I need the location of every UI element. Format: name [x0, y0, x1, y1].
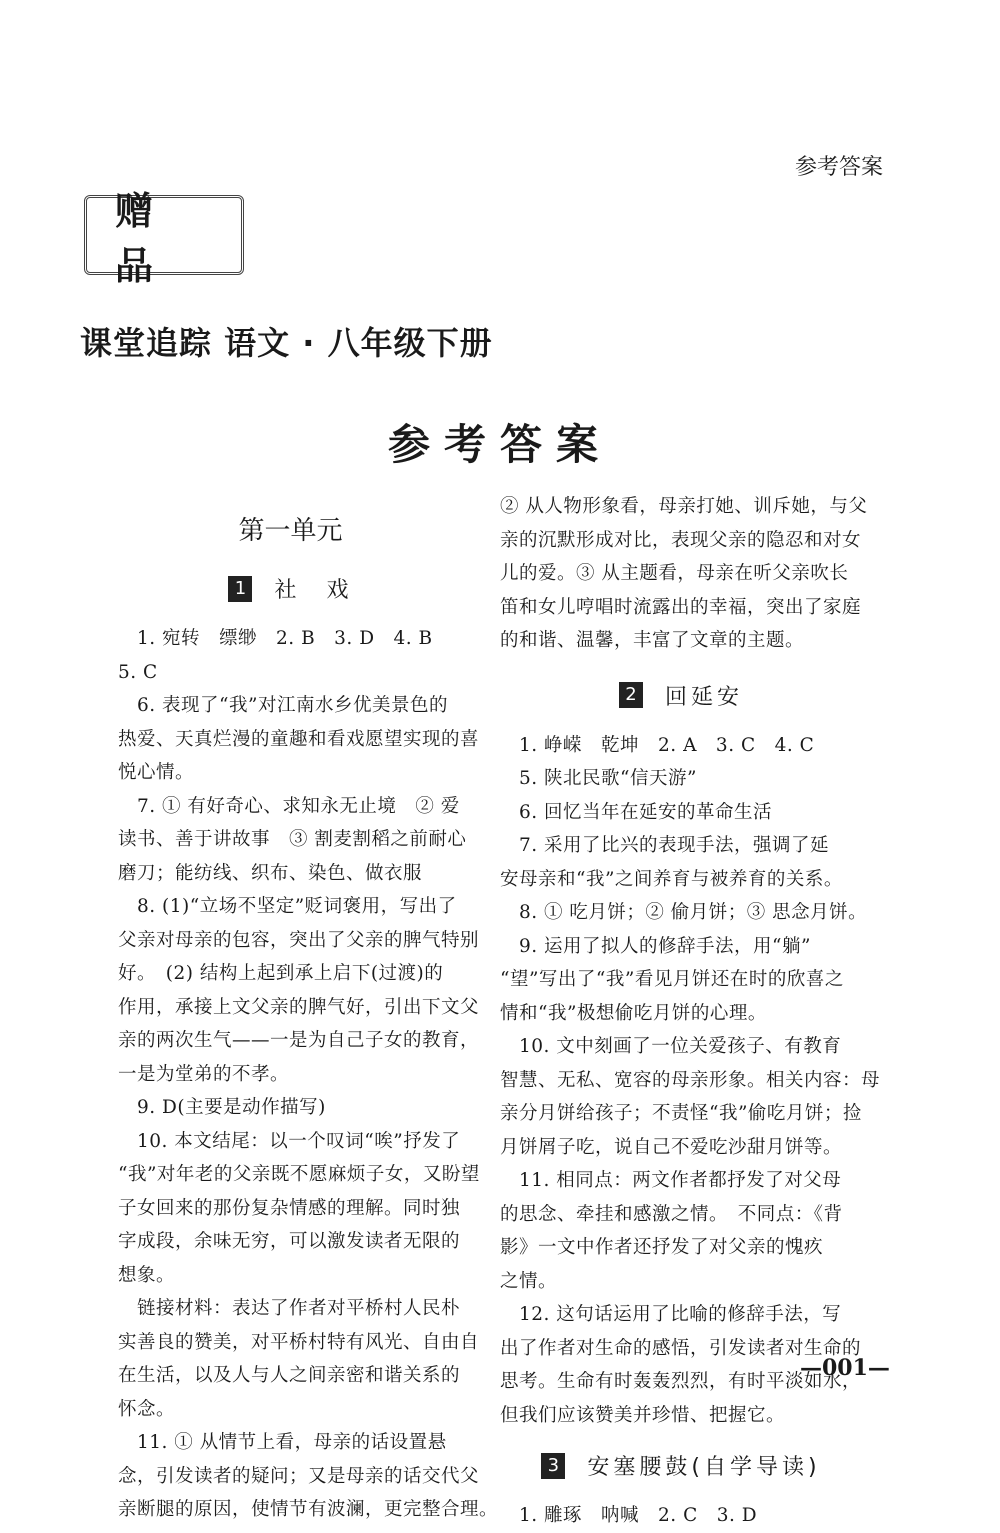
answer-text-block: [500, 490, 868, 658]
answer-line: 7. ① 有好奇心、求知永无止境 ② 爱: [118, 795, 460, 817]
answer-line: 悦心情。: [118, 762, 195, 783]
answer-text-block: [500, 729, 881, 1433]
answer-line: 亲断腿的原因，使情节有波澜，更完整合理。: [118, 1499, 499, 1520]
answer-line: 1. 峥嵘 乾坤 2. A 3. C 4. C: [500, 734, 815, 756]
gift-label: 赠品: [115, 188, 182, 288]
answer-text-block: [500, 1499, 862, 1533]
answer-line: 6. 回忆当年在延安的革命生活: [500, 801, 773, 823]
lesson-title: 社 戏: [274, 578, 353, 603]
answer-line: 字成段，余味无穷，可以激发读者无限的: [118, 1231, 461, 1252]
gift-badge: [84, 188, 244, 288]
answer-line: 6. 表现了“我”对江南水乡优美景色的: [118, 695, 448, 716]
answer-line: ② 从人物形象看，母亲打她、训斥她，与父: [500, 496, 868, 517]
answer-line: 8. ① 吃月饼；② 偷月饼；③ 思念月饼。: [500, 902, 868, 923]
answer-line: 念，引发读者的疑问；又是母亲的话交代父: [118, 1465, 480, 1487]
answer-line: 1. 宛转 缥缈 2. B 3. D 4. B: [118, 628, 433, 649]
answer-line: 月饼屑子吃，说自己不爱吃沙甜月饼等。: [500, 1136, 843, 1158]
answer-line: 11. ① 从情节上看，母亲的话设置悬: [118, 1432, 447, 1453]
answer-line: 5. C: [118, 661, 158, 683]
answer-line: 思考。生命有时轰轰烈烈，有时平淡如水，: [500, 1371, 862, 1392]
answer-line: 之情。: [500, 1270, 558, 1292]
answer-line: 亲的沉默形成对比，表现父亲的隐忍和对女: [500, 529, 862, 551]
answer-line: 7. 采用了比兴的表现手法，强调了延: [500, 835, 830, 856]
answer-line: 10. 文中刻画了一位关爱孩子、有教育: [500, 1036, 842, 1057]
answer-line: “我”对年老的父亲既不愿麻烦子女，又盼望: [118, 1164, 480, 1185]
answer-line: 9. 运用了拟人的修辞手法，用“躺”: [500, 935, 811, 957]
left-column: [118, 500, 499, 1527]
answer-line: 好。 (2) 结构上起到承上启下(过渡)的: [118, 963, 444, 984]
answer-line: 10. 本文结尾：以一个叹词“唉”抒发了: [118, 1130, 461, 1152]
lesson-title: 回延安: [664, 684, 743, 710]
lesson-title: 安塞腰鼓(自学导读): [587, 1455, 821, 1480]
answer-text-block: [118, 622, 499, 1527]
answer-line: 影》一文中作者还抒发了对父亲的愧疚: [500, 1237, 824, 1258]
running-header: 参考答案: [795, 155, 884, 180]
lesson-number-badge: 2: [619, 682, 643, 708]
book-title: 课堂追踪 语文 · 八年级下册: [80, 324, 493, 362]
answer-line: 亲分月饼给孩子；不责怪“我”偷吃月饼；捡: [500, 1103, 862, 1124]
answer-line: 实善良的赞美，对平桥村特有风光、自由自: [118, 1331, 480, 1353]
answer-line: 智慧、无私、宽容的母亲形象。相关内容：母: [500, 1069, 881, 1091]
lesson-number-badge: 1: [228, 576, 252, 602]
answer-line: 的和谐、温馨，丰富了文章的主题。: [500, 630, 805, 651]
answer-line: 1. 雕琢 呐喊 2. C 3. D: [500, 1505, 758, 1526]
lesson-number-badge: 3: [541, 1453, 565, 1479]
answer-line: 亲的两次生气——一是为自己子女的教育，: [118, 1030, 480, 1051]
answer-line: 链接材料：表达了作者对平桥村人民朴: [118, 1298, 461, 1319]
answer-line: 作用，承接上文父亲的脾气好，引出下文父: [118, 996, 480, 1018]
answer-line: 12. 这句话运用了比喻的修辞手法，写: [500, 1304, 842, 1325]
answer-line: 安母亲和“我”之间养育与被养育的关系。: [500, 868, 843, 890]
answer-line: 磨刀；能纺线、织布、染色、做衣服: [118, 862, 423, 884]
answer-line: 的思念、牵挂和感激之情。 不同点：《背: [500, 1203, 843, 1225]
answer-line: 一是为堂弟的不孝。: [118, 1063, 290, 1085]
page-title: 参考答案: [387, 420, 612, 469]
lesson-heading-2: [500, 680, 862, 711]
answer-line: 出了作者对生命的感悟，引发读者对生命的: [500, 1337, 862, 1359]
answer-line: 8. (1)“立场不坚定”贬词褒用，写出了: [118, 896, 457, 917]
answer-line: 9. D(主要是动作描写): [118, 1097, 326, 1118]
lesson-heading-3: [500, 1450, 862, 1481]
answer-line: “望”写出了“我”看见月饼还在时的欣喜之: [500, 969, 844, 990]
answer-line: 11. 相同点：两文作者都抒发了对父母: [500, 1170, 842, 1191]
answer-line: 笛和女儿哼唱时流露出的幸福，突出了家庭: [500, 596, 862, 618]
answer-line: 5. 陕北民歌“信天游”: [500, 768, 697, 789]
answer-line: 但我们应该赞美并珍惜、把握它。: [500, 1404, 786, 1426]
answer-line: 父亲对母亲的包容，突出了父亲的脾气特别: [118, 929, 480, 951]
answer-line: 怀念。: [118, 1398, 176, 1420]
lesson-heading-1: [118, 573, 463, 604]
answer-line: 读书、善于讲故事 ③ 割麦割稻之前耐心: [118, 829, 467, 850]
answer-line: 情和“我”极想偷吃月饼的心理。: [500, 1002, 767, 1024]
unit-title: 第一单元: [238, 516, 343, 546]
answer-line: 热爱、天真烂漫的童趣和看戏愿望实现的喜: [118, 728, 480, 750]
answer-line: 想象。: [118, 1264, 176, 1286]
answer-line: 在生活，以及人与人之间亲密和谐关系的: [118, 1365, 461, 1386]
answer-line: 儿的爱。③ 从主题看，母亲在听父亲吹长: [500, 563, 849, 584]
answer-line: 子女回来的那份复杂情感的理解。同时独: [118, 1197, 461, 1219]
page-number: —001—: [800, 1355, 890, 1381]
